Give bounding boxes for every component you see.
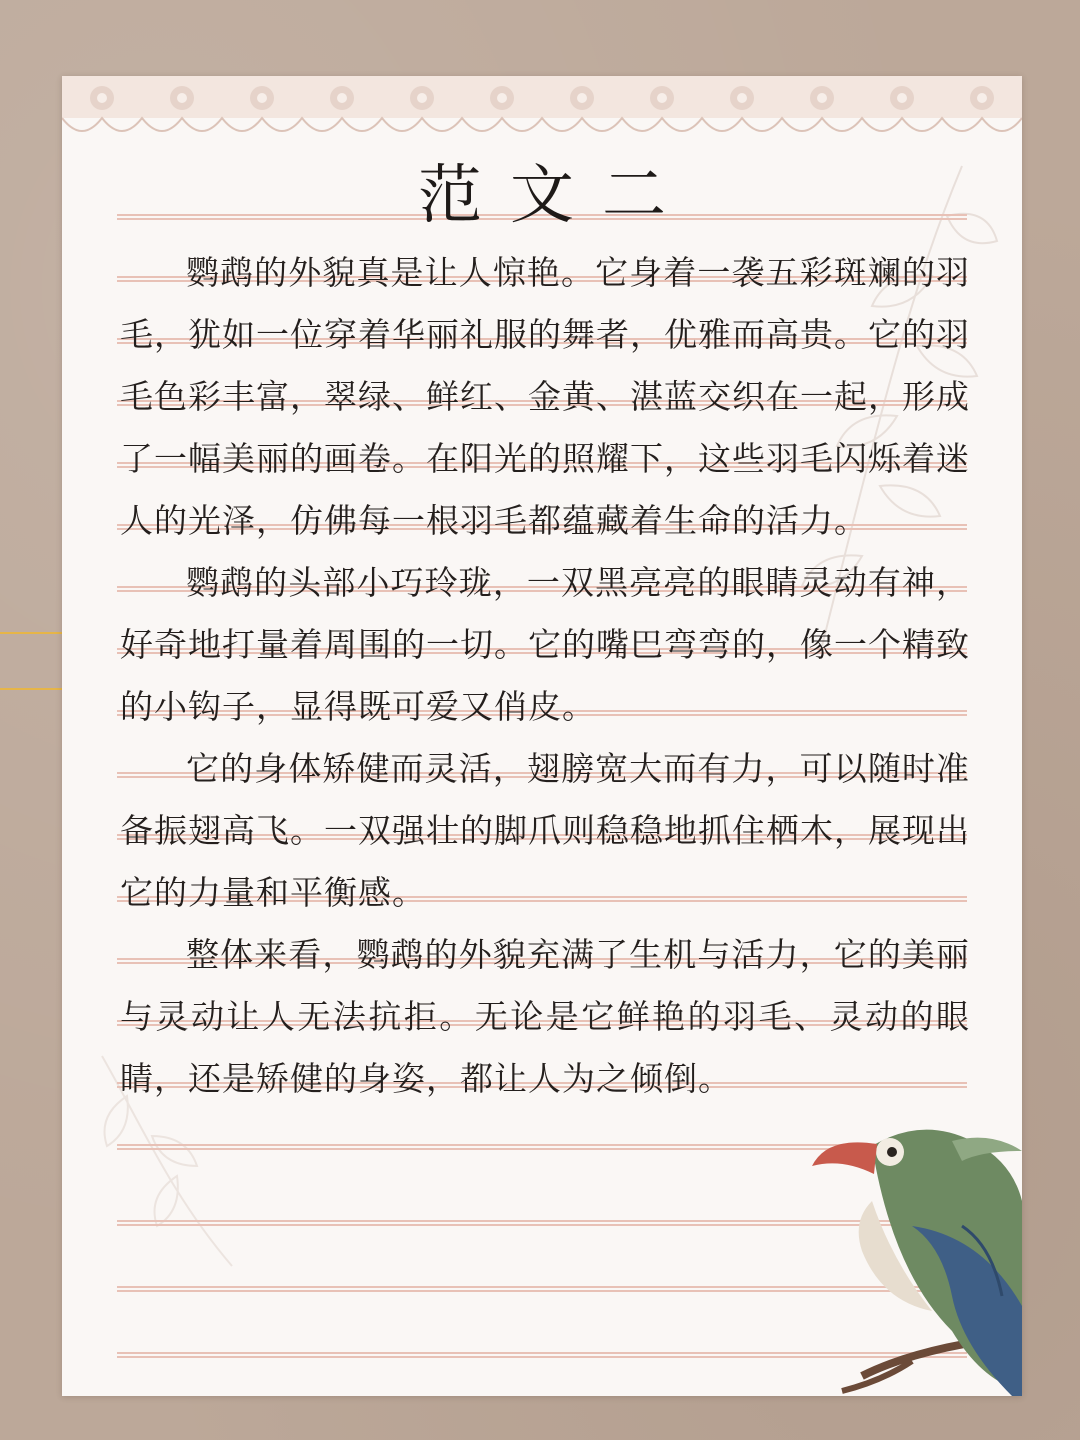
page-title: 范文二 (418, 159, 694, 233)
gold-accent-line-bottom (0, 688, 62, 690)
paragraph-2: 鹦鹉的头部小巧玲珑，一双黑亮亮的眼睛灵动有神，好奇地打量着周围的一切。它的嘴巴弯弯的，像一个精致的小钩子，显得既可爱又俏皮。 (120, 563, 970, 726)
paragraph-3: 它的身体矫健而灵活，翅膀宽大而有力，可以随时准备振翅高飞。一双强壮的脚爪则稳稳地抓住栖木，展现出它的力量和平衡感。 (120, 749, 970, 912)
lace-border (62, 76, 1022, 146)
bird-illustration (802, 1106, 1022, 1396)
letter-paper (62, 76, 1022, 1396)
paragraph-4: 整体来看，鹦鹉的外貌充满了生机与活力，它的美丽与灵动让人无法抗拒。无论是它鲜艳的羽毛、灵动的眼睛，还是矫健的身姿，都让人为之倾倒。 (120, 935, 970, 1098)
paragraph-1: 鹦鹉的外貌真是让人惊艳。它身着一袭五彩斑斓的羽毛，犹如一位穿着华丽礼服的舞者，优雅而高贵。它的羽毛色彩丰富，翠绿、鲜红、金黄、湛蓝交织在一起，形成了一幅美丽的画卷。在阳光的照耀下，这些羽毛闪烁着迷人的光泽，仿佛每一根羽毛都蕴藏着生命的活力。 (120, 253, 970, 540)
essay-body (120, 242, 970, 1110)
gold-accent-line-top (0, 632, 62, 634)
